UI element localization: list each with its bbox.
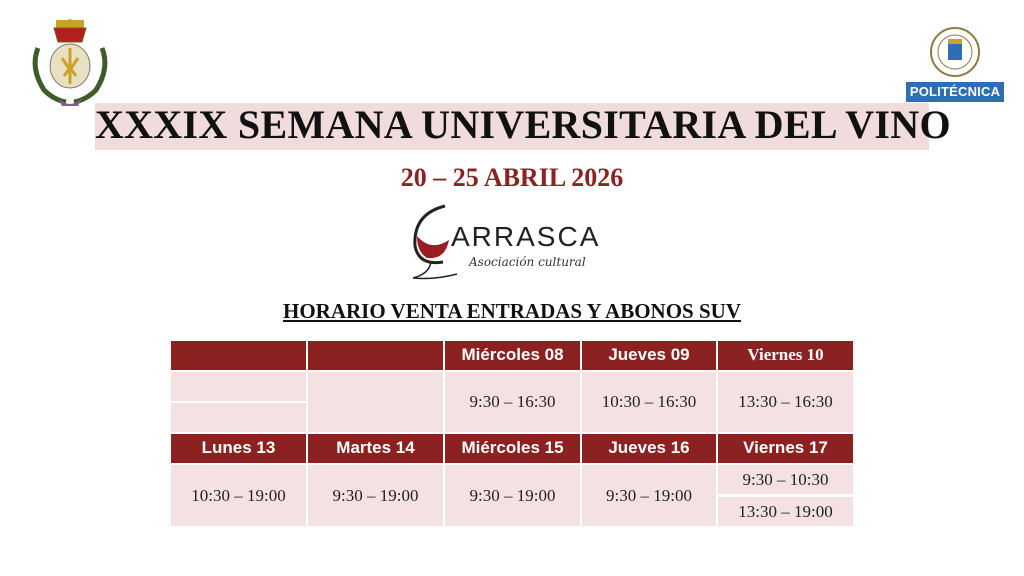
day-header: Lunes 13 (171, 434, 306, 463)
day-header: Martes 14 (308, 434, 443, 463)
coat-of-arms-logo (26, 18, 114, 110)
hours-cell: 9:30 – 19:00 (582, 465, 716, 526)
hours-cell: 10:30 – 16:30 (582, 372, 716, 432)
day-header: Viernes 10 (718, 341, 853, 370)
event-dates: 20 – 25 ABRIL 2026 (400, 163, 624, 192)
carrasca-name: ARRASCA (451, 221, 601, 252)
empty-cell (171, 403, 306, 432)
day-header: Miércoles 08 (445, 341, 580, 370)
empty-cell (171, 372, 306, 401)
day-header: Jueves 16 (582, 434, 716, 463)
hours-cell: 9:30 – 16:30 (445, 372, 580, 432)
upm-logo (906, 22, 1004, 102)
upm-badge: POLITÉCNICA (906, 82, 1004, 102)
carrasca-subtitle: Asociación cultural (469, 255, 586, 269)
hours-cell: 9:30 – 19:00 (308, 465, 443, 526)
hours-cell: 10:30 – 19:00 (171, 465, 306, 526)
day-header (308, 341, 443, 370)
hours-cell: 9:30 – 19:00 (445, 465, 580, 526)
carrasca-logo (405, 200, 625, 282)
day-header: Viernes 17 (718, 434, 853, 463)
schedule-title: HORARIO VENTA ENTRADAS Y ABONOS SUV (282, 299, 741, 323)
page-title: XXXIX SEMANA UNIVERSITARIA DEL VINO (95, 102, 951, 147)
day-header (171, 341, 306, 370)
empty-cell (308, 372, 443, 432)
day-header: Jueves 09 (582, 341, 716, 370)
hours-cell: 13:30 – 16:30 (718, 372, 853, 432)
hours-cell: 13:30 – 19:00 (718, 497, 853, 526)
day-header: Miércoles 15 (445, 434, 580, 463)
hours-cell: 9:30 – 10:30 (718, 465, 853, 494)
